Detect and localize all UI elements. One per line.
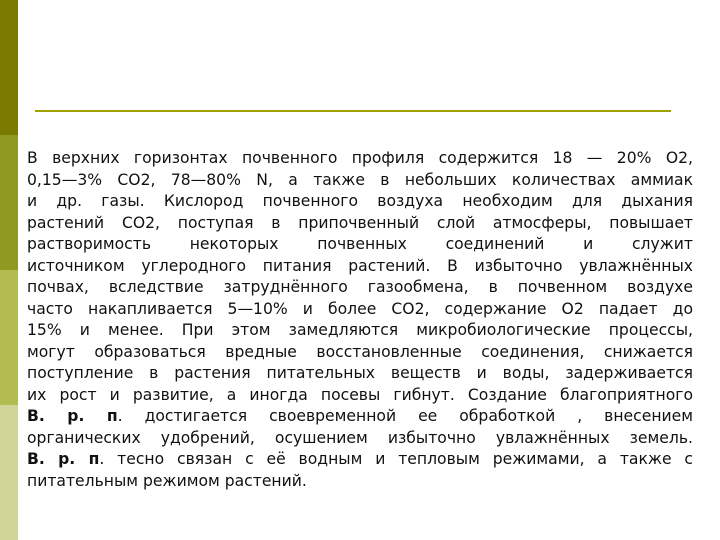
paragraph-line: часто накапливается 5—10% и более CO2, содержание O2 падает до: [27, 299, 693, 318]
accent-segment-1: [0, 0, 18, 135]
paragraph-line: могут образоваться вредные восстановленные соединения, снижается: [27, 342, 693, 361]
paragraph-line: 0,15—3% CO2, 78—80% N, а также в небольших количествах аммиак: [27, 170, 693, 189]
line-text: . тесно связан с её водным и тепловым режимами, а также с: [99, 450, 693, 468]
title-divider-line: [35, 110, 671, 112]
paragraph-line: источником углеродного питания растений. В избыточно увлажнённых: [27, 256, 693, 275]
accent-segment-2: [0, 135, 18, 270]
paragraph-line: растений CO2, поступая в припочвенный слой атмосферы, повышает: [27, 213, 693, 232]
line-text: . достигается своевременной ее обработкой , внесением: [117, 407, 693, 425]
body-paragraph: [27, 148, 693, 492]
paragraph-line: почвах, вследствие затруднённого газообмена, в почвенном воздухе: [27, 278, 693, 296]
accent-segment-3: [0, 270, 18, 405]
term-abbreviation: В. р. п: [27, 450, 100, 468]
paragraph-line: 15% и менее. При этом замедляются микробиологические процессы,: [27, 321, 693, 339]
paragraph-line: их рост и развитие, а иногда посевы гибнут. Создание благоприятного: [27, 385, 693, 404]
paragraph-line: [27, 406, 693, 428]
paragraph-line: и др. газы. Кислород почвенного воздуха необходим для дыхания: [27, 192, 693, 210]
paragraph-line: питательным режимом растений.: [27, 471, 307, 490]
paragraph-line: поступление в растения питательных веществ и воды, задерживается: [27, 364, 693, 382]
left-accent-bar: [0, 0, 18, 540]
paragraph-line: В верхних горизонтах почвенного профиля содержится 18 — 20% O2,: [27, 149, 693, 167]
paragraph-line: органических удобрений, осушением избыточно увлажнённых земель.: [27, 428, 693, 447]
paragraph-line: растворимость некоторых почвенных соединений и служит: [27, 235, 693, 253]
paragraph-line: [27, 449, 693, 471]
term-abbreviation: В. р. п: [27, 407, 118, 425]
accent-segment-4: [0, 405, 18, 540]
